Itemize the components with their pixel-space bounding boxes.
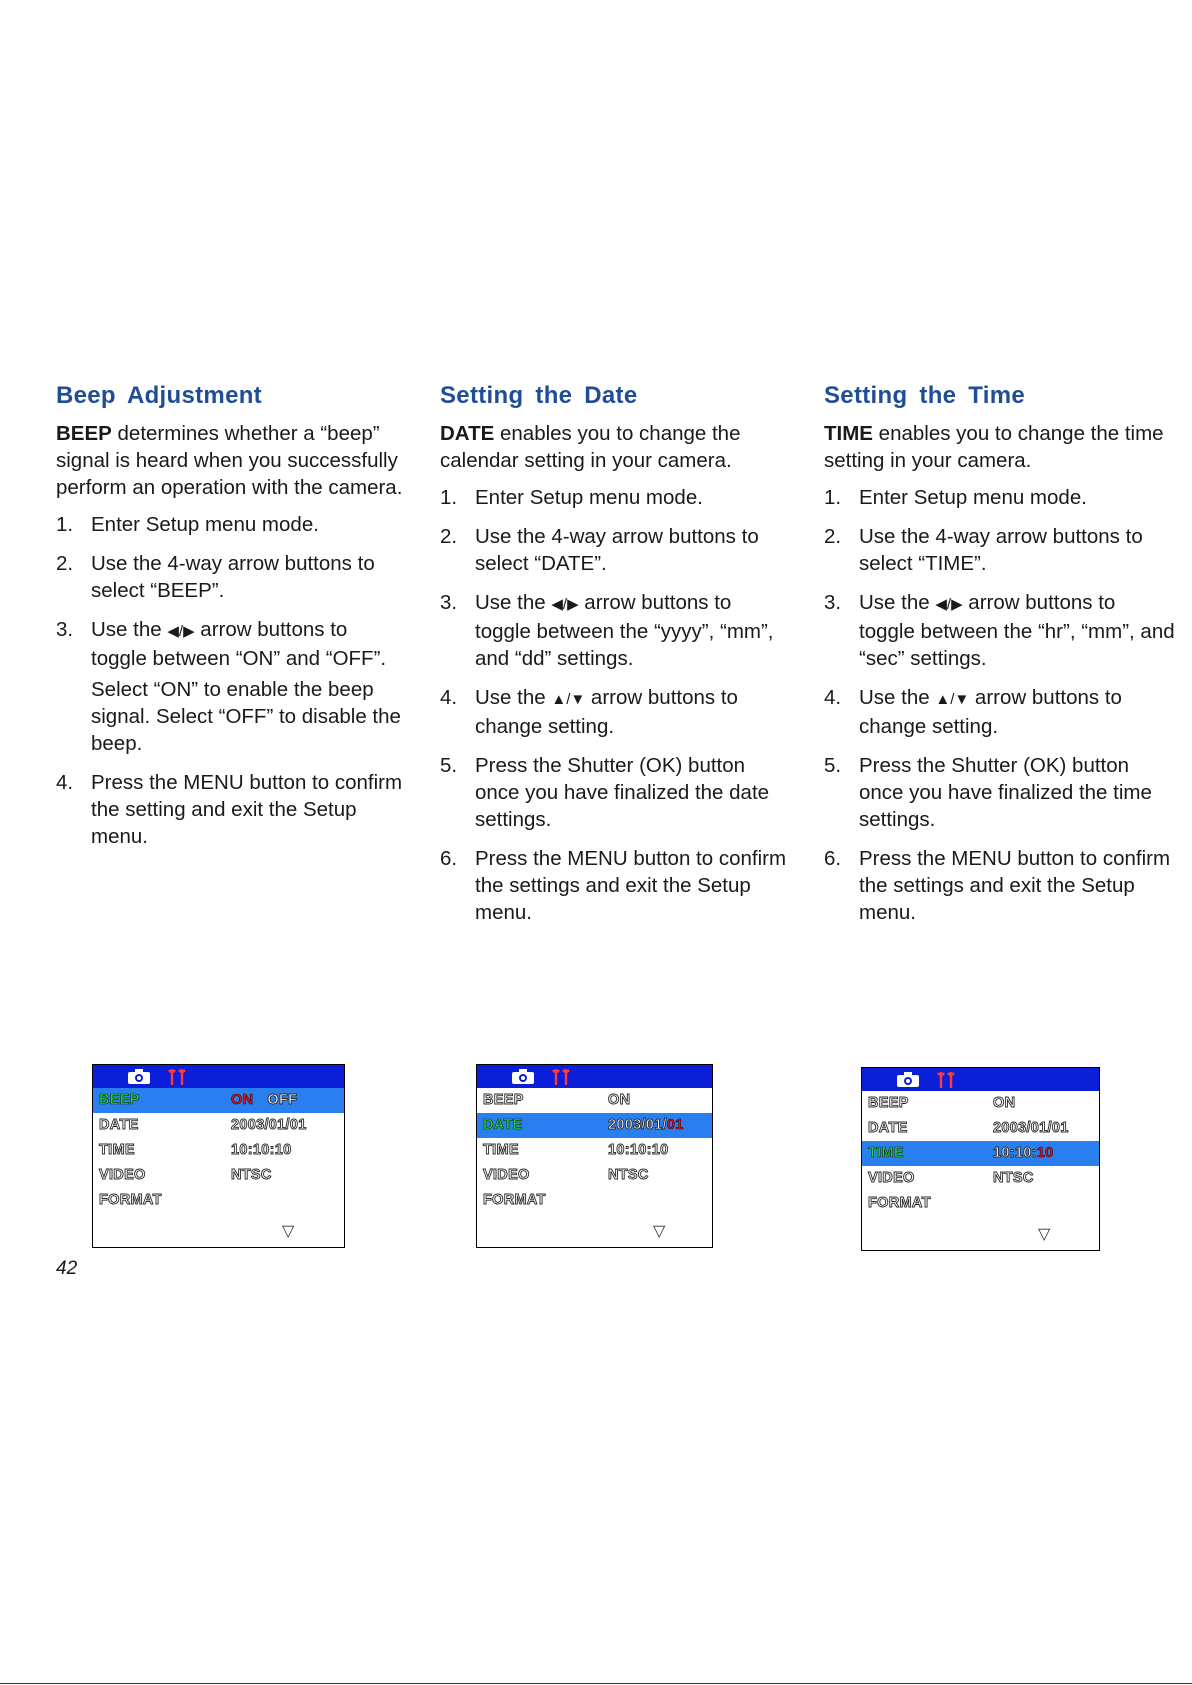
list-item <box>440 589 790 672</box>
lcd-row-video <box>93 1163 344 1188</box>
scroll-down-icon: ▽ <box>282 1223 295 1240</box>
lcd-value-text: 2003/01/ <box>608 1117 667 1133</box>
step-text: Press the Shutter (OK) button once you have finalized the date settings. <box>475 754 770 831</box>
lcd-row-time <box>477 1138 712 1163</box>
steps-list <box>56 511 406 850</box>
steps-list <box>440 484 790 926</box>
step-text: arrow buttons to toggle between “ON” and “OFF”. <box>91 618 387 670</box>
lcd-row-label: VIDEO <box>483 1167 530 1183</box>
lcd-row-label: FORMAT <box>868 1195 931 1211</box>
lcd-row-value: ON <box>993 1095 1016 1111</box>
lcd-row-label: DATE <box>868 1120 908 1136</box>
section-title: Setting the Date <box>440 382 638 409</box>
steps-list <box>824 484 1176 926</box>
lcd-row-label: VIDEO <box>99 1167 146 1183</box>
list-item <box>824 589 1176 672</box>
lcd-title-bar <box>477 1065 712 1088</box>
lcd-row-date <box>93 1113 344 1138</box>
left-right-arrow-icon: ◀/▶ <box>935 596 963 613</box>
step-number: 2. <box>824 525 842 548</box>
lcd-title-bar <box>862 1068 1099 1091</box>
beep-section <box>56 382 406 862</box>
step-text: Press the Shutter (OK) button once you have finalized the time settings. <box>859 754 1152 831</box>
lcd-row-label: VIDEO <box>868 1170 915 1186</box>
lcd-highlight-value: 10 <box>1036 1145 1054 1161</box>
page-number: 42 <box>56 1258 78 1279</box>
step-text: Use the <box>475 591 552 614</box>
setup-tools-icon <box>167 1067 189 1086</box>
intro-text: enables you to change the time setting in your camera. <box>824 422 1164 472</box>
lcd-row-value: 10:10:10 <box>231 1142 292 1158</box>
lcd-row-value: 10:10:10 <box>608 1142 669 1158</box>
step-number: 6. <box>440 847 458 870</box>
step-text: Use the 4-way arrow buttons to select “DATE”. <box>475 525 759 575</box>
up-down-arrow-icon: ▲/▼ <box>935 691 970 708</box>
step-text: Use the 4-way arrow buttons to select “BEEP”. <box>91 552 375 602</box>
step-text: Enter Setup menu mode. <box>859 486 1087 509</box>
lcd-row-format <box>862 1191 1099 1216</box>
lcd-row-label: BEEP <box>99 1092 140 1108</box>
time-section <box>824 382 1176 938</box>
step-number: 1. <box>56 513 74 536</box>
list-item <box>56 616 406 757</box>
section-intro <box>440 420 790 474</box>
section-intro <box>824 420 1176 474</box>
step-number: 3. <box>440 591 458 614</box>
camera-icon <box>511 1068 535 1085</box>
lcd-row-time <box>862 1141 1099 1166</box>
lcd-row-format <box>93 1188 344 1213</box>
list-item <box>440 845 790 926</box>
lcd-row-beep <box>93 1088 344 1113</box>
left-right-arrow-icon: ◀/▶ <box>551 596 579 613</box>
lcd-row-value: ON <box>608 1092 631 1108</box>
date-section <box>440 382 790 938</box>
list-item <box>824 484 1176 511</box>
lcd-row-value: 2003/01/01 <box>231 1117 307 1133</box>
list-item <box>56 769 406 850</box>
up-down-arrow-icon: ▲/▼ <box>551 691 586 708</box>
lcd-row-video <box>862 1166 1099 1191</box>
lcd-row-label: BEEP <box>483 1092 524 1108</box>
step-number: 1. <box>824 486 842 509</box>
step-text: Enter Setup menu mode. <box>475 486 703 509</box>
list-item <box>824 752 1176 833</box>
lcd-row-label: DATE <box>483 1117 523 1133</box>
lcd-row-value: NTSC <box>231 1167 272 1183</box>
lcd-row-time <box>93 1138 344 1163</box>
camera-lcd-screen-date <box>476 1064 713 1248</box>
step-text: Press the MENU button to confirm the setting and exit the Setup menu. <box>91 771 403 848</box>
step-number: 4. <box>824 686 842 709</box>
step-text: Use the <box>859 591 936 614</box>
section-title: Setting the Time <box>824 382 1026 409</box>
step-number: 1. <box>440 486 458 509</box>
step-text: arrow buttons to toggle between the “yyyy”, “mm”, and “dd” settings. <box>475 591 774 670</box>
lcd-row-value: NTSC <box>608 1167 649 1183</box>
step-note: Select “ON” to enable the beep signal. Select “OFF” to disable the beep. <box>91 678 401 755</box>
intro-keyword: BEEP <box>56 422 112 445</box>
list-item <box>56 550 406 604</box>
step-text: Enter Setup menu mode. <box>91 513 319 536</box>
camera-lcd-screen-beep <box>92 1064 345 1248</box>
scroll-down-icon: ▽ <box>653 1223 666 1240</box>
list-item <box>440 684 790 740</box>
camera-lcd-screen-time <box>861 1067 1100 1251</box>
lcd-row-label: DATE <box>99 1117 139 1133</box>
lcd-row-format <box>477 1188 712 1213</box>
intro-keyword: TIME <box>824 422 873 445</box>
lcd-row-value <box>608 1113 684 1138</box>
list-item <box>824 845 1176 926</box>
step-number: 5. <box>440 754 458 777</box>
lcd-title-bar <box>93 1065 344 1088</box>
step-number: 6. <box>824 847 842 870</box>
page-bottom-rule <box>0 1683 1192 1684</box>
list-item <box>824 684 1176 740</box>
step-number: 3. <box>56 618 74 641</box>
intro-keyword: DATE <box>440 422 495 445</box>
lcd-row-date <box>477 1113 712 1138</box>
step-text: Press the MENU button to confirm the settings and exit the Setup menu. <box>475 847 787 924</box>
step-number: 3. <box>824 591 842 614</box>
intro-text: determines whether a “beep” signal is heard when you successfully perform an operation with the camera. <box>56 422 403 499</box>
lcd-row-label: BEEP <box>868 1095 909 1111</box>
list-item <box>56 511 406 538</box>
lcd-row-label: TIME <box>868 1145 904 1161</box>
step-text: Use the <box>91 618 168 641</box>
list-item <box>824 523 1176 577</box>
lcd-row-label: TIME <box>99 1142 135 1158</box>
lcd-row-value: NTSC <box>993 1170 1034 1186</box>
lcd-row-beep <box>862 1091 1099 1116</box>
list-item <box>440 523 790 577</box>
lcd-highlight-value: 01 <box>666 1117 684 1133</box>
section-intro <box>56 420 406 501</box>
lcd-row-beep <box>477 1088 712 1113</box>
setup-tools-icon <box>551 1067 573 1086</box>
setup-tools-icon <box>936 1070 958 1089</box>
lcd-row-label: TIME <box>483 1142 519 1158</box>
camera-icon <box>127 1068 151 1085</box>
step-text: arrow buttons to change setting. <box>475 686 738 738</box>
lcd-value-text: 10:10: <box>993 1145 1037 1161</box>
step-number: 2. <box>56 552 74 575</box>
lcd-row-video <box>477 1163 712 1188</box>
step-text: Use the 4-way arrow buttons to select “TIME”. <box>859 525 1143 575</box>
step-text: arrow buttons to toggle between the “hr”, “mm”, and “sec” settings. <box>859 591 1175 670</box>
list-item <box>440 484 790 511</box>
step-number: 4. <box>440 686 458 709</box>
step-text: Press the MENU button to confirm the settings and exit the Setup menu. <box>859 847 1171 924</box>
step-number: 4. <box>56 771 74 794</box>
lcd-option-value: OFF <box>267 1092 298 1108</box>
camera-icon <box>896 1071 920 1088</box>
step-text: arrow buttons to change setting. <box>859 686 1122 738</box>
lcd-row-label: FORMAT <box>483 1192 546 1208</box>
lcd-highlight-value: ON <box>231 1092 254 1108</box>
lcd-row-date <box>862 1116 1099 1141</box>
lcd-row-label: FORMAT <box>99 1192 162 1208</box>
intro-text: enables you to change the calendar setting in your camera. <box>440 422 741 472</box>
step-text: Use the <box>475 686 552 709</box>
lcd-row-value <box>231 1088 297 1113</box>
lcd-row-value <box>993 1141 1053 1166</box>
step-text: Use the <box>859 686 936 709</box>
scroll-down-icon: ▽ <box>1038 1226 1051 1243</box>
list-item <box>440 752 790 833</box>
step-number: 5. <box>824 754 842 777</box>
step-number: 2. <box>440 525 458 548</box>
left-right-arrow-icon: ◀/▶ <box>167 623 195 640</box>
lcd-row-value: 2003/01/01 <box>993 1120 1069 1136</box>
section-title: Beep Adjustment <box>56 382 262 409</box>
